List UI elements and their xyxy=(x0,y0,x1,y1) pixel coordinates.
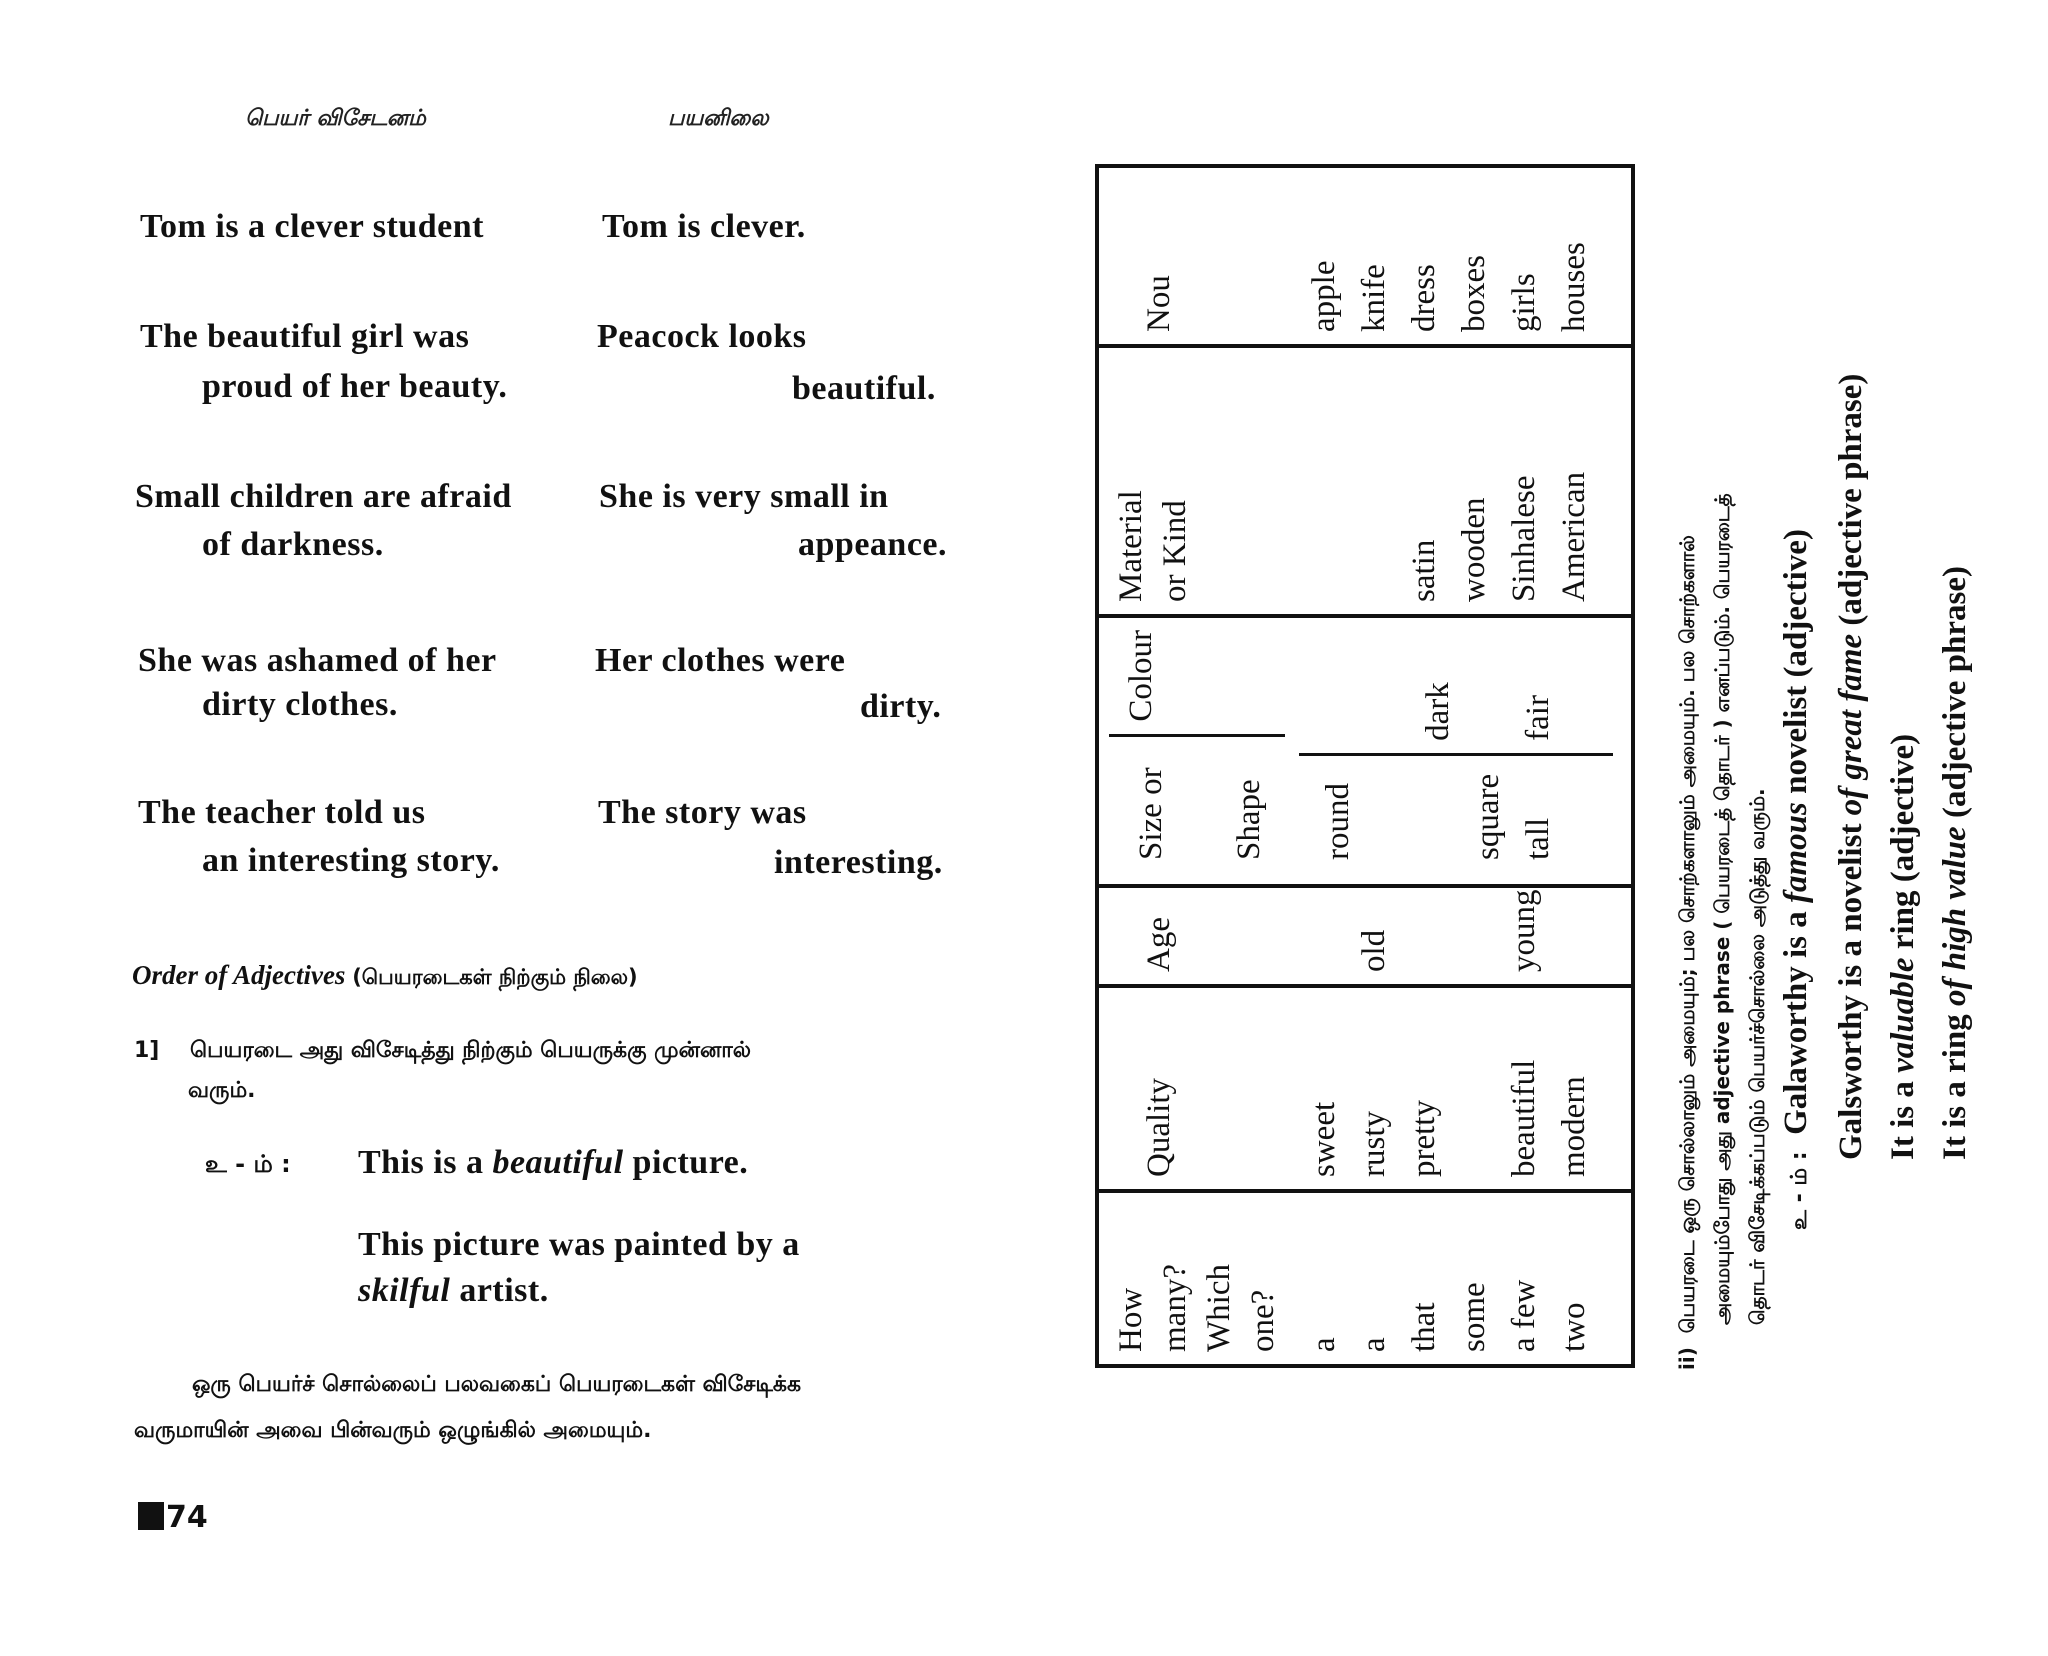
column-colour xyxy=(1299,640,1613,756)
table-cell xyxy=(1313,640,1363,741)
table-cell: modern xyxy=(1556,1076,1592,1177)
table-cell xyxy=(1449,1000,1499,1177)
table-cell: fair xyxy=(1520,695,1556,741)
predicative-sentence: She is very small in xyxy=(599,478,889,515)
table-cell: old xyxy=(1356,929,1392,972)
page-mark-icon xyxy=(138,1502,164,1530)
predicative-sentence-cont: interesting. xyxy=(774,844,943,881)
example-sentence: It is a valuable ring (adjective) xyxy=(1885,733,1921,1160)
table-cell: tall xyxy=(1520,817,1556,860)
header-size: Size or Shape xyxy=(1109,734,1285,884)
column-noun xyxy=(1285,166,1633,346)
note-ii: ii) பெயரடை ஒரு சொல்லாலும் அமையும்; பல சொற்களாலும் அமையும். பல சொற்களால் xyxy=(1675,535,1699,1370)
attributive-sentence: The teacher told us xyxy=(138,794,426,831)
table-cell: dress xyxy=(1406,264,1442,332)
adjective-order-table xyxy=(1095,164,1635,1368)
table-cell: Sinhalese xyxy=(1506,475,1542,602)
header-noun: Nou xyxy=(1097,166,1285,346)
table-cell: dark xyxy=(1420,682,1456,741)
table-cell: round xyxy=(1320,783,1356,860)
column-size-colour xyxy=(1285,616,1633,886)
example-sentence: This is a beautiful picture. xyxy=(358,1144,749,1181)
table-cell: boxes xyxy=(1456,255,1492,332)
section-title: Order of Adjectives (பெயரடைகள் நிற்கும் நிலை) xyxy=(132,960,638,990)
section-title-tamil: (பெயரடைகள் நிற்கும் நிலை) xyxy=(352,965,638,989)
column-age xyxy=(1285,886,1633,986)
header-size-colour xyxy=(1097,616,1285,886)
header-determiner: How many? Which one? xyxy=(1097,1191,1285,1366)
example-sentence: உ - ம் : Galaworthy is a famous novelist (adjective) xyxy=(1778,529,1814,1230)
table-cell xyxy=(1413,756,1463,860)
table-cell: a xyxy=(1356,1337,1392,1352)
table-cell xyxy=(1363,756,1413,860)
table-cell xyxy=(1299,360,1349,602)
attributive-sentence-cont: dirty clothes. xyxy=(202,686,398,723)
note-ii-cont: தொடர் விசேடிக்கப்படும் பெயர்ச்சொல்லை அடுத்து வரும். xyxy=(1745,788,1769,1325)
page-number: 74 xyxy=(138,1500,208,1535)
header-quality: Quality xyxy=(1097,986,1285,1191)
header-colour: Colour xyxy=(1123,630,1159,722)
table-cell: beautiful xyxy=(1506,1059,1542,1177)
column-quality xyxy=(1285,986,1633,1191)
rule-number: 1] xyxy=(134,1038,160,1063)
predicative-sentence-cont: beautiful. xyxy=(792,370,936,407)
table-cell: knife xyxy=(1356,264,1392,332)
example-sentence-cont: skilful artist. xyxy=(358,1272,549,1309)
col-header-attributive: பெயர் விசேடனம் xyxy=(245,106,426,131)
example-sentence: Galsworthy is a novelist of great fame (adjective phrase) xyxy=(1833,373,1869,1160)
table-cell: young xyxy=(1506,889,1542,972)
table-cell xyxy=(1549,900,1599,972)
attributive-sentence-cont: an interesting story. xyxy=(202,842,500,879)
predicative-sentence-cont: appeance. xyxy=(798,526,947,563)
column-determiner xyxy=(1285,1191,1633,1366)
predicative-sentence: The story was xyxy=(598,794,807,831)
table-cell xyxy=(1299,900,1349,972)
col-header-predicative: பயனிலை xyxy=(668,106,769,131)
table-cell: satin xyxy=(1406,539,1442,602)
table-cell: girls xyxy=(1506,273,1542,332)
example-label: உ - ம் : xyxy=(205,1150,291,1178)
header-material: Material or Kind xyxy=(1097,346,1285,616)
table-cell: a xyxy=(1306,1337,1342,1352)
predicative-sentence: Peacock looks xyxy=(597,318,807,355)
note-ii-cont: அமையும்போது அது adjective phrase ( பெயரடைத் தொடர் ) எனப்படும். பெயரடைத் xyxy=(1710,493,1734,1325)
table-cell xyxy=(1563,640,1613,741)
note-text-cont: வருமாயின் அவை பின்வரும் ஒழுங்கில் அமையும். xyxy=(134,1418,652,1443)
column-material xyxy=(1285,346,1633,616)
column-size xyxy=(1299,756,1613,872)
table-cell: a few xyxy=(1506,1279,1542,1352)
rule-text: பெயரடை அது விசேடித்து நிற்கும் பெயருக்கு முன்னால் xyxy=(190,1038,752,1063)
table-cell xyxy=(1399,900,1449,972)
table-cell: that xyxy=(1406,1302,1442,1352)
table-cell: square xyxy=(1470,773,1506,860)
table-cell: two xyxy=(1556,1302,1592,1352)
table-cell: wooden xyxy=(1456,497,1492,602)
table-cell xyxy=(1449,900,1499,972)
predicative-sentence: Tom is clever. xyxy=(602,208,806,245)
table-cell xyxy=(1363,640,1413,741)
predicative-sentence-cont: dirty. xyxy=(860,688,942,725)
table-cell: apple xyxy=(1306,260,1342,332)
table-cell: sweet xyxy=(1306,1101,1342,1177)
attributive-sentence: The beautiful girl was xyxy=(140,318,470,355)
attributive-sentence: Tom is a clever student xyxy=(140,208,484,245)
example-sentence: This picture was painted by a xyxy=(358,1226,800,1263)
table-cell: houses xyxy=(1556,242,1592,332)
attributive-sentence-cont: of darkness. xyxy=(202,526,384,563)
rule-text-cont: வரும். xyxy=(188,1078,256,1103)
attributive-sentence: She was ashamed of her xyxy=(138,642,497,679)
header-age: Age xyxy=(1097,886,1285,986)
table-cell xyxy=(1563,756,1613,860)
table-cell: rusty xyxy=(1356,1111,1392,1177)
table-cell xyxy=(1349,360,1399,602)
table-cell: American xyxy=(1556,471,1592,602)
note-text: ஒரு பெயர்ச் சொல்லைப் பலவகைப் பெயரடைகள் விசேடிக்க xyxy=(192,1372,802,1397)
table-cell xyxy=(1463,640,1513,741)
attributive-sentence-cont: proud of her beauty. xyxy=(202,368,508,405)
example-sentence: It is a ring of high value (adjective phrase) xyxy=(1937,566,1973,1160)
table-cell: some xyxy=(1456,1282,1492,1352)
rotated-page xyxy=(1095,120,2000,1400)
attributive-sentence: Small children are afraid xyxy=(135,478,512,515)
example-label: உ - ம் : xyxy=(1787,1151,1812,1230)
predicative-sentence: Her clothes were xyxy=(595,642,846,679)
table-cell: pretty xyxy=(1406,1100,1442,1177)
